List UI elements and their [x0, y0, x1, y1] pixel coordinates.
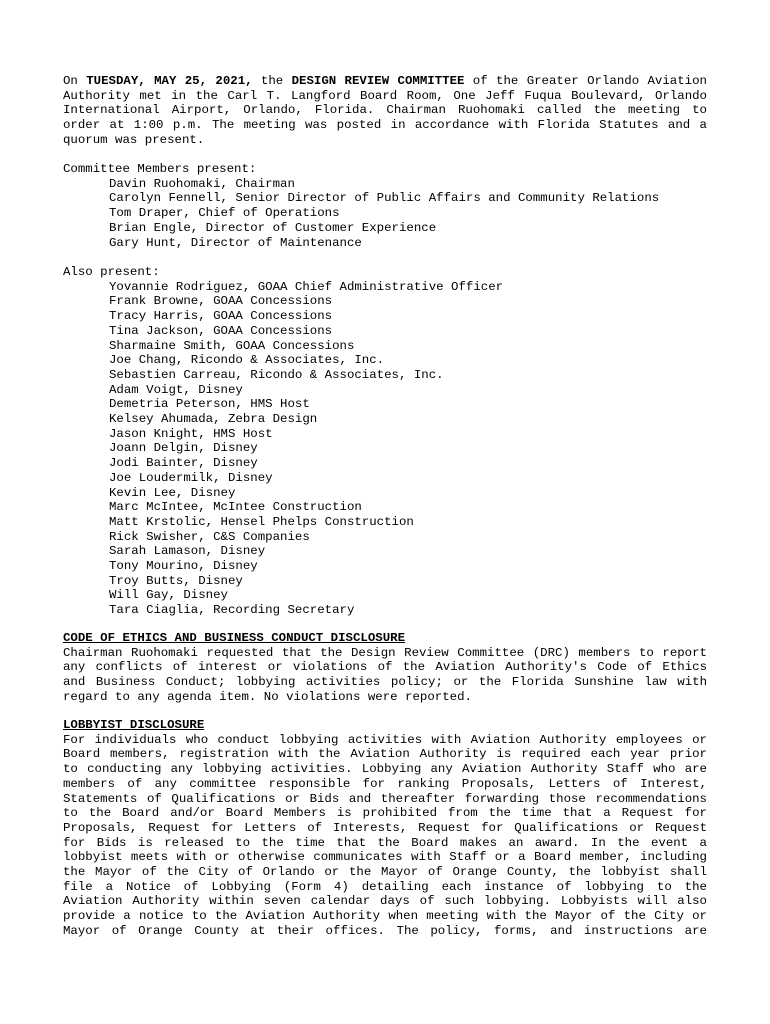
intro-text: On	[63, 74, 87, 88]
attendee-name: Sarah Lamason, Disney	[109, 544, 266, 559]
member-name: Tom Draper, Chief of Operations	[109, 206, 340, 221]
intro-text: the	[252, 74, 292, 88]
lobbyist-line: file a Notice of Lobbying (Form 4) detailing each instance of lobbying to the	[63, 879, 707, 894]
ethics-line: regard to any agenda item. No violations were reported.	[63, 689, 472, 704]
committee-members-section	[63, 162, 707, 250]
ethics-line: Chairman Ruohomaki requested that the Design Review Committee (DRC) members to report	[63, 645, 707, 660]
attendee-name: Sebastien Carreau, Ricondo & Associates, Inc.	[109, 367, 444, 382]
lobbyist-line: for Bids is released to the time that the Board makes an award. In the event a	[63, 835, 707, 850]
lobbyist-line: Statements of Qualifications or Bids and thereafter forwarding those recommendations	[63, 791, 707, 806]
attendee-name: Joe Chang, Ricondo & Associates, Inc.	[109, 353, 385, 368]
lobbyist-line: Board members, registration with the Aviation Authority is required each year prior	[63, 747, 707, 762]
ethics-heading: CODE OF ETHICS AND BUSINESS CONDUCT DISCLOSURE	[63, 631, 406, 645]
attendee-name: Rick Swisher, C&S Companies	[109, 529, 310, 544]
lobbyist-line: provide a notice to the Aviation Authority when meeting with the Mayor of the City or	[63, 909, 707, 924]
lobbyist-line: lobbyist meets with or otherwise communicates with Staff or a Board member, including	[63, 850, 707, 865]
members-heading: Committee Members present:	[63, 162, 257, 176]
intro-paragraph	[63, 74, 707, 148]
attendee-name: Frank Browne, GOAA Concessions	[109, 294, 333, 309]
ethics-section	[63, 631, 707, 705]
lobbyist-line: Mayor of Orange County at their offices. The policy, forms, and instructions are	[63, 923, 707, 938]
attendee-name: Will Gay, Disney	[109, 588, 228, 603]
attendee-name: Jason Knight, HMS Host	[109, 426, 273, 441]
meeting-date: TUESDAY, MAY 25, 2021,	[86, 74, 253, 88]
lobbyist-section	[63, 718, 707, 939]
attendee-name: Kelsey Ahumada, Zebra Design	[109, 412, 318, 427]
intro-line: Authority met in the Carl T. Langford Board Room, One Jeff Fuqua Boulevard, Orlando	[63, 88, 707, 103]
attendee-name: Tracy Harris, GOAA Concessions	[109, 309, 333, 324]
member-name: Carolyn Fennell, Senior Director of Public Affairs and Community Relations	[109, 191, 660, 206]
also-present-section	[63, 265, 707, 618]
lobbyist-line: members of any committee responsible for ranking Proposals, Letters of Interest,	[63, 776, 707, 791]
intro-text: of the Greater Orlando Aviation	[464, 74, 707, 88]
attendee-name: Tina Jackson, GOAA Concessions	[109, 323, 333, 338]
attendee-name: Demetria Peterson, HMS Host	[109, 397, 310, 412]
attendee-name: Tony Mourino, Disney	[109, 559, 258, 574]
intro-line: order at 1:00 p.m. The meeting was posted in accordance with Florida Statutes and a	[63, 118, 707, 133]
attendee-name: Yovannie Rodriguez, GOAA Chief Administrative Officer	[109, 279, 504, 294]
ethics-line: any conflicts of interest or violations of the Aviation Authority's Code of Ethics	[63, 660, 707, 675]
attendee-name: Adam Voigt, Disney	[109, 382, 243, 397]
lobbyist-line: to conducting any lobbying activities. Lobbying any Aviation Authority Staff who are	[63, 762, 707, 777]
attendee-name: Kevin Lee, Disney	[109, 485, 236, 500]
also-present-heading: Also present:	[63, 265, 160, 279]
member-name: Brian Engle, Director of Customer Experience	[109, 220, 437, 235]
lobbyist-line: For individuals who conduct lobbying activities with Aviation Authority employees or	[63, 732, 707, 747]
member-name: Davin Ruohomaki, Chairman	[109, 176, 295, 191]
attendee-name: Troy Butts, Disney	[109, 573, 243, 588]
attendee-name: Matt Krstolic, Hensel Phelps Construction	[109, 514, 414, 529]
attendee-name: Jodi Bainter, Disney	[109, 456, 258, 471]
attendee-name: Sharmaine Smith, GOAA Concessions	[109, 338, 355, 353]
attendee-name: Joann Delgin, Disney	[109, 441, 258, 456]
member-name: Gary Hunt, Director of Maintenance	[109, 235, 362, 250]
lobbyist-line: Aviation Authority within seven calendar days of such lobbying. Lobbyists will also	[63, 894, 707, 909]
lobbyist-heading: LOBBYIST DISCLOSURE	[63, 718, 205, 732]
lobbyist-line: to the Board and/or Board Members is prohibited from the time that a Request for	[63, 806, 707, 821]
committee-name: DESIGN REVIEW COMMITTEE	[291, 74, 465, 88]
attendee-name: Marc McIntee, McIntee Construction	[109, 500, 362, 515]
lobbyist-line: Proposals, Request for Letters of Interests, Request for Qualifications or Request	[63, 820, 707, 835]
intro-line: quorum was present.	[63, 132, 205, 147]
intro-line: International Airport, Orlando, Florida. Chairman Ruohomaki called the meeting to	[63, 103, 707, 118]
intro-line-1	[63, 74, 707, 89]
attendee-name: Joe Loudermilk, Disney	[109, 470, 273, 485]
ethics-line: and Business Conduct; lobbying activities policy; or the Florida Sunshine law with	[63, 675, 707, 690]
attendee-name: Tara Ciaglia, Recording Secretary	[109, 603, 355, 618]
lobbyist-line: the Mayor of the City of Orlando or the Mayor of Orange County, the lobbyist shall	[63, 865, 707, 880]
